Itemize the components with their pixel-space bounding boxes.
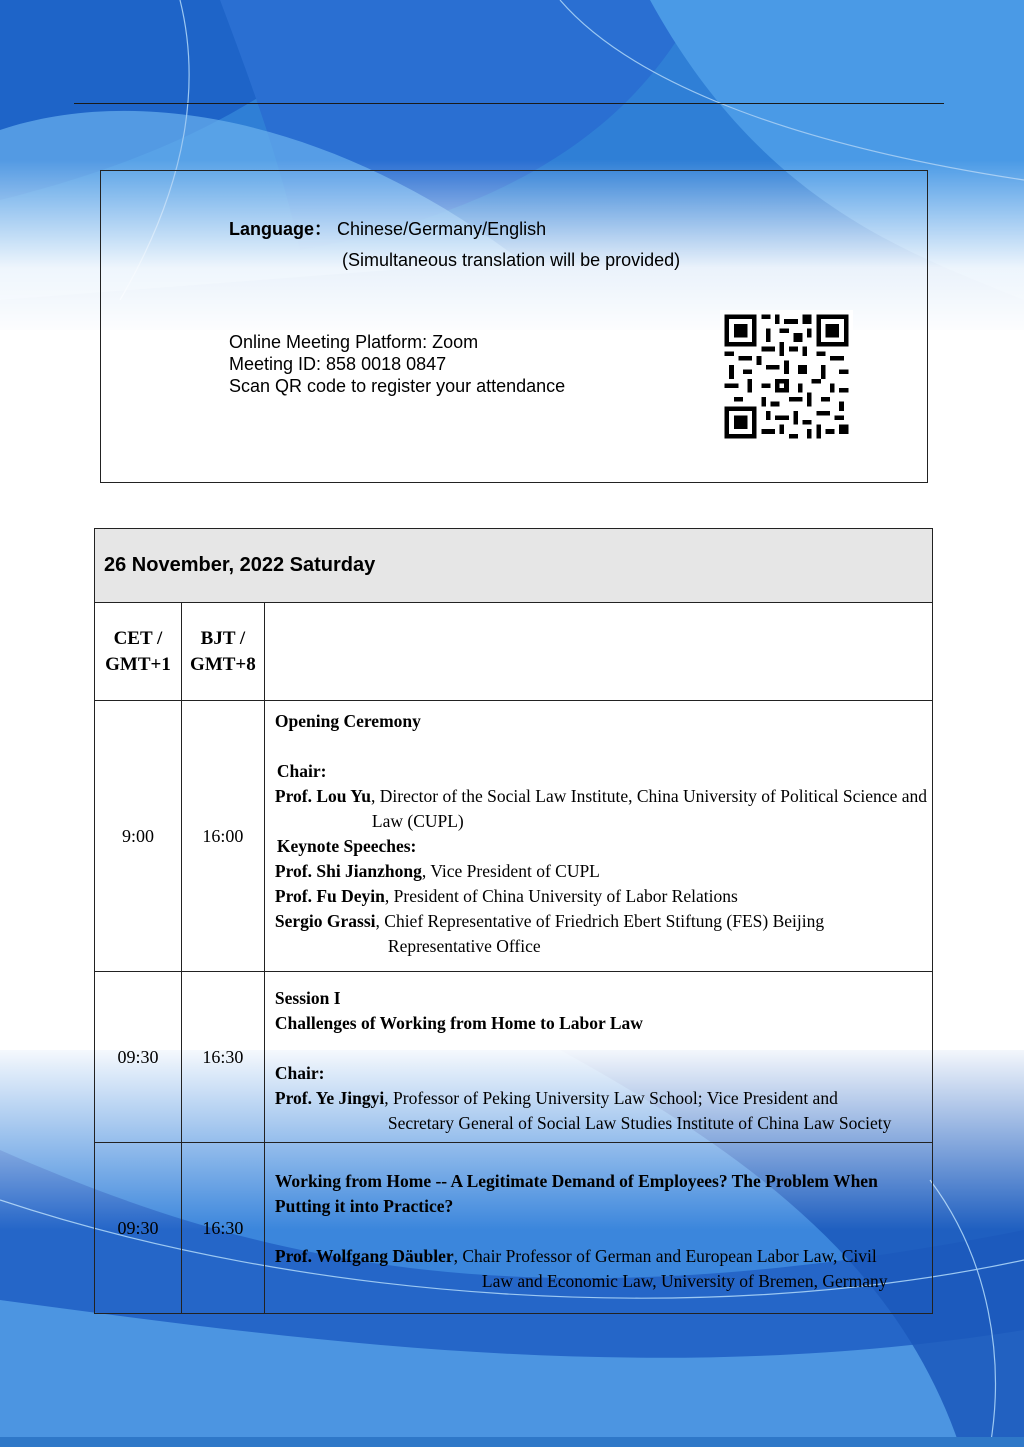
speaker-description: , President of China University of Labor Relations <box>384 886 738 906</box>
platform-name: Online Meeting Platform: Zoom <box>229 332 479 352</box>
gmt1-label: GMT+1 <box>105 653 171 675</box>
chair-label: Chair: <box>276 761 327 781</box>
program-cell <box>264 972 932 1143</box>
program-cell <box>264 701 932 972</box>
speaker-description-cont: Law and Economic Law, University of Bremen, Germany <box>481 1271 888 1291</box>
bjt-time: 16:00 <box>181 701 264 972</box>
cet-label: CET / <box>113 627 163 649</box>
agenda-row-opening <box>95 701 933 972</box>
chair-label: Chair: <box>274 1063 325 1083</box>
agenda-row-talk <box>95 1143 933 1314</box>
bjt-time: 16:30 <box>181 972 264 1143</box>
program-cell <box>264 1143 932 1314</box>
bjt-column-header <box>181 603 264 701</box>
meeting-info-box <box>100 170 928 483</box>
speaker-name: Prof. Wolfgang Däubler <box>274 1246 454 1266</box>
program-column-header <box>264 603 932 701</box>
bjt-time: 16:30 <box>181 1143 264 1314</box>
speaker-description: , Chair Professor of German and European Labor Law, Civil <box>453 1246 877 1266</box>
speaker-description-cont: Representative Office <box>387 936 541 956</box>
date-row <box>95 529 933 603</box>
chair-description-cont: Secretary General of Social Law Studies Institute of China Law Society <box>387 1113 892 1133</box>
chair-description: , Professor of Peking University Law School; Vice President and <box>384 1088 838 1108</box>
language-value: Chinese/Germany/English <box>337 219 547 239</box>
header-divider <box>74 103 944 104</box>
session-title: Challenges of Working from Home to Labor Law <box>274 1013 643 1033</box>
cet-column-header <box>95 603 182 701</box>
talk-title-cont: Putting it into Practice? <box>274 1196 454 1216</box>
agenda-row-session1 <box>95 972 933 1143</box>
platform-details <box>229 331 565 397</box>
speaker-name: Sergio Grassi <box>274 911 376 931</box>
speaker-description: , Chief Representative of Friedrich Ebert Stiftung (FES) Beijing <box>375 911 825 931</box>
program-title: Opening Ceremony <box>274 711 421 731</box>
cet-time: 09:30 <box>95 1143 182 1314</box>
meeting-id: Meeting ID: 858 0018 0847 <box>229 354 447 374</box>
agenda-table <box>94 528 933 1314</box>
chair-description-cont: Law (CUPL) <box>371 811 464 831</box>
talk-title: Working from Home -- A Legitimate Demand of Employees? The Problem When <box>274 1171 878 1191</box>
qr-code-icon[interactable] <box>720 310 853 443</box>
timezone-header-row <box>95 603 933 701</box>
agenda-date: 26 November, 2022 Saturday <box>95 529 933 603</box>
keynote-label: Keynote Speeches: <box>276 836 417 856</box>
cet-time: 9:00 <box>95 701 182 972</box>
speaker-name: Prof. Fu Deyin <box>274 886 385 906</box>
chair-name: Prof. Lou Yu <box>274 786 372 806</box>
gmt8-label: GMT+8 <box>190 653 256 675</box>
bjt-label: BJT / <box>200 627 246 649</box>
speaker-description: , Vice President of CUPL <box>421 861 600 881</box>
chair-name: Prof. Ye Jingyi <box>274 1088 385 1108</box>
speaker-name: Prof. Shi Jianzhong <box>274 861 422 881</box>
session-label: Session I <box>274 988 341 1008</box>
footer-band <box>0 1437 1024 1447</box>
chair-description: , Director of the Social Law Institute, China University of Political Science and <box>371 786 927 806</box>
language-line <box>229 215 546 241</box>
qr-instruction: Scan QR code to register your attendance <box>229 376 566 396</box>
translation-note: (Simultaneous translation will be provided) <box>342 250 681 270</box>
cet-time: 09:30 <box>95 972 182 1143</box>
language-label: Language： <box>229 219 333 239</box>
